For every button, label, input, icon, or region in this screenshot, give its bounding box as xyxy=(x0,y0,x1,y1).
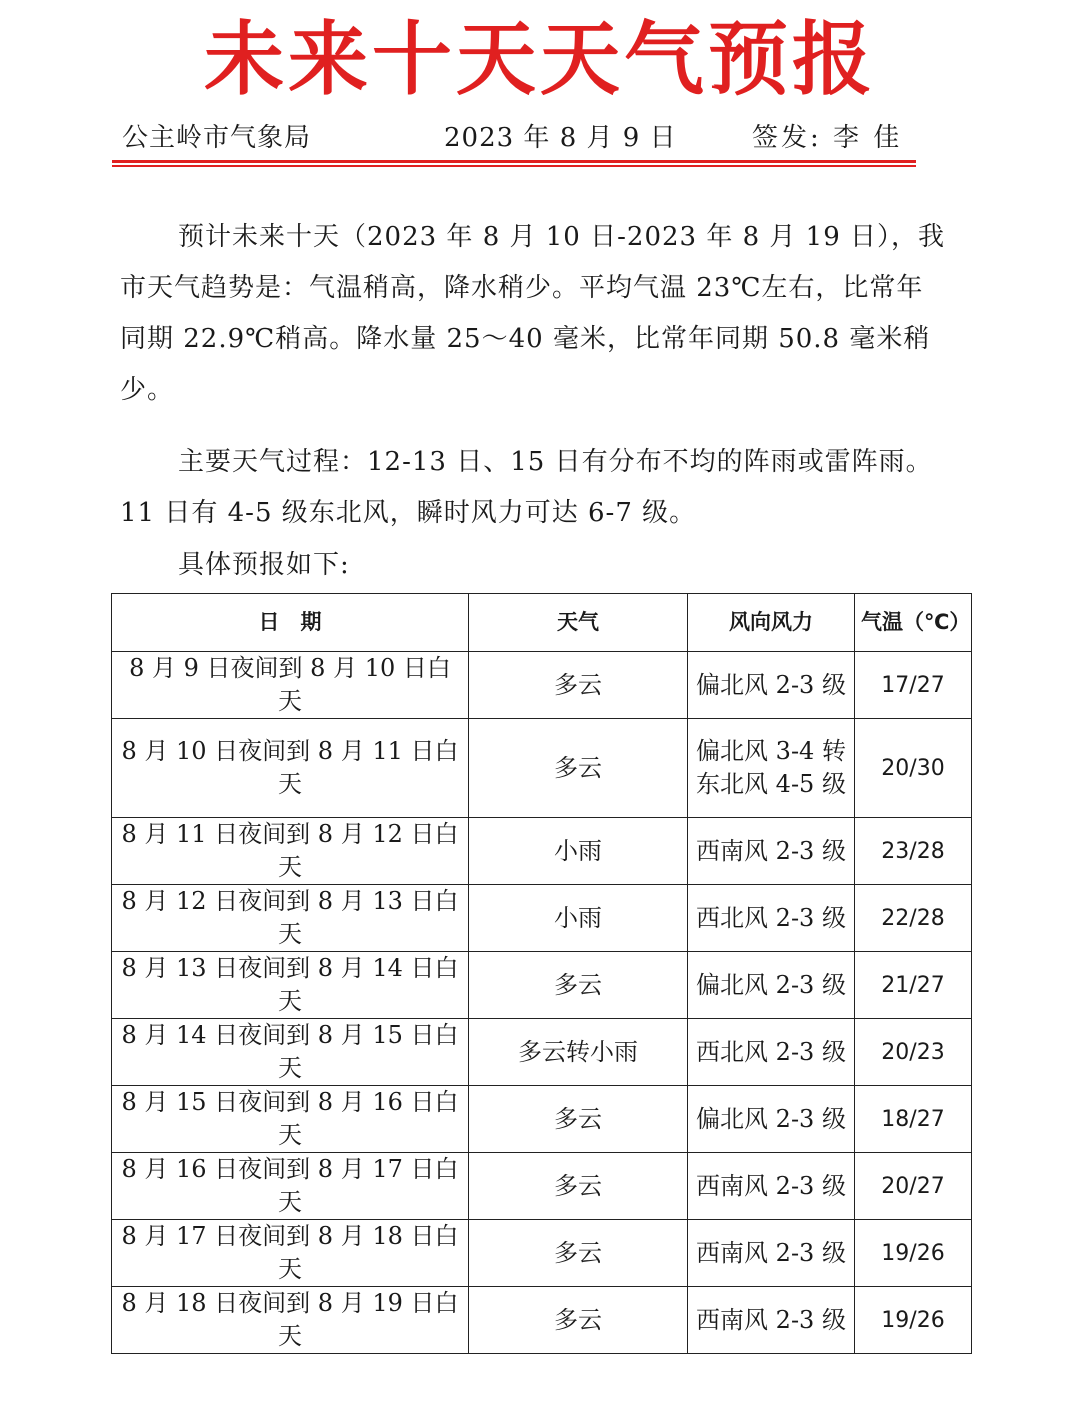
document-title: 未来十天天气预报 xyxy=(204,13,876,106)
cell-weather: 多云 xyxy=(469,719,688,818)
cell-temp: 23/28 xyxy=(855,818,972,885)
table-row xyxy=(112,1019,972,1086)
cell-temp: 22/28 xyxy=(855,885,972,952)
issue-date: 2023 年 8 月 9 日 xyxy=(444,123,677,153)
cell-date: 8 月 18 日夜间到 8 月 19 日白天 xyxy=(112,1287,469,1354)
cell-temp: 17/27 xyxy=(855,652,972,719)
header-temp: 气温（℃） xyxy=(855,594,972,652)
cell-date: 8 月 14 日夜间到 8 月 15 日白天 xyxy=(112,1019,469,1086)
cell-wind: 西南风 2-3 级 xyxy=(688,1220,855,1287)
table-row xyxy=(112,1220,972,1287)
intro-text: 具体预报如下: xyxy=(178,550,350,580)
cell-wind: 偏北风 2-3 级 xyxy=(688,952,855,1019)
cell-wind: 偏北风 2-3 级 xyxy=(688,1086,855,1153)
cell-date: 8 月 17 日夜间到 8 月 18 日白天 xyxy=(112,1220,469,1287)
table-row xyxy=(112,1153,972,1220)
signer-label: 签发: xyxy=(752,123,822,153)
process-paragraph xyxy=(120,437,950,539)
header-weather: 天气 xyxy=(469,594,688,652)
cell-weather: 小雨 xyxy=(469,818,688,885)
table-row xyxy=(112,1287,972,1354)
table-row xyxy=(112,719,972,818)
cell-wind: 西北风 2-3 级 xyxy=(688,1019,855,1086)
cell-wind: 西南风 2-3 级 xyxy=(688,818,855,885)
cell-temp: 18/27 xyxy=(855,1086,972,1153)
cell-weather: 多云 xyxy=(469,1220,688,1287)
table-row xyxy=(112,1086,972,1153)
table-row xyxy=(112,652,972,719)
cell-date: 8 月 15 日夜间到 8 月 16 日白天 xyxy=(112,1086,469,1153)
signer-name: 李 佳 xyxy=(833,123,903,153)
header-wind: 风向风力 xyxy=(688,594,855,652)
cell-date: 8 月 10 日夜间到 8 月 11 日白天 xyxy=(112,719,469,818)
process-text: 主要天气过程：12-13 日、15 日有分布不均的阵雨或雷阵雨。11 日有 4-5 级东北风，瞬时风力可达 6-7 级。 xyxy=(120,447,933,528)
table-row xyxy=(112,952,972,1019)
intro-paragraph xyxy=(120,540,950,591)
trend-paragraph xyxy=(120,212,950,416)
cell-date: 8 月 9 日夜间到 8 月 10 日白天 xyxy=(112,652,469,719)
header-rule-thick xyxy=(112,160,916,163)
forecast-table xyxy=(111,593,972,1354)
cell-wind: 西北风 2-3 级 xyxy=(688,885,855,952)
cell-weather: 多云 xyxy=(469,1086,688,1153)
trend-text: 预计未来十天（2023 年 8 月 10 日-2023 年 8 月 19 日），我市天气趋势是：气温稍高，降水稍少。平均气温 23℃左右，比常年同期 22.9℃稍高。降水量 25～40 毫米，比常年同期 50.8 毫米稍少。 xyxy=(120,222,946,405)
cell-temp: 19/26 xyxy=(855,1220,972,1287)
cell-temp: 21/27 xyxy=(855,952,972,1019)
cell-date: 8 月 16 日夜间到 8 月 17 日白天 xyxy=(112,1153,469,1220)
cell-date: 8 月 11 日夜间到 8 月 12 日白天 xyxy=(112,818,469,885)
cell-weather: 多云 xyxy=(469,952,688,1019)
table-row xyxy=(112,885,972,952)
cell-wind: 西南风 2-3 级 xyxy=(688,1287,855,1354)
cell-weather: 多云 xyxy=(469,1287,688,1354)
header-rule-thin xyxy=(112,165,916,167)
cell-weather: 多云 xyxy=(469,652,688,719)
table-row xyxy=(112,818,972,885)
cell-temp: 20/30 xyxy=(855,719,972,818)
cell-weather: 多云转小雨 xyxy=(469,1019,688,1086)
cell-date: 8 月 12 日夜间到 8 月 13 日白天 xyxy=(112,885,469,952)
cell-wind: 西南风 2-3 级 xyxy=(688,1153,855,1220)
signer xyxy=(752,118,902,158)
cell-wind: 偏北风 2-3 级 xyxy=(688,652,855,719)
cell-weather: 多云 xyxy=(469,1153,688,1220)
issuer-name: 公主岭市气象局 xyxy=(122,123,312,153)
header-date: 日 期 xyxy=(112,594,469,652)
cell-temp: 20/23 xyxy=(855,1019,972,1086)
table-header-row xyxy=(112,594,972,652)
cell-wind: 偏北风 3-4 转东北风 4-5 级 xyxy=(688,719,855,818)
cell-weather: 小雨 xyxy=(469,885,688,952)
cell-temp: 20/27 xyxy=(855,1153,972,1220)
cell-temp: 19/26 xyxy=(855,1287,972,1354)
cell-date: 8 月 13 日夜间到 8 月 14 日白天 xyxy=(112,952,469,1019)
